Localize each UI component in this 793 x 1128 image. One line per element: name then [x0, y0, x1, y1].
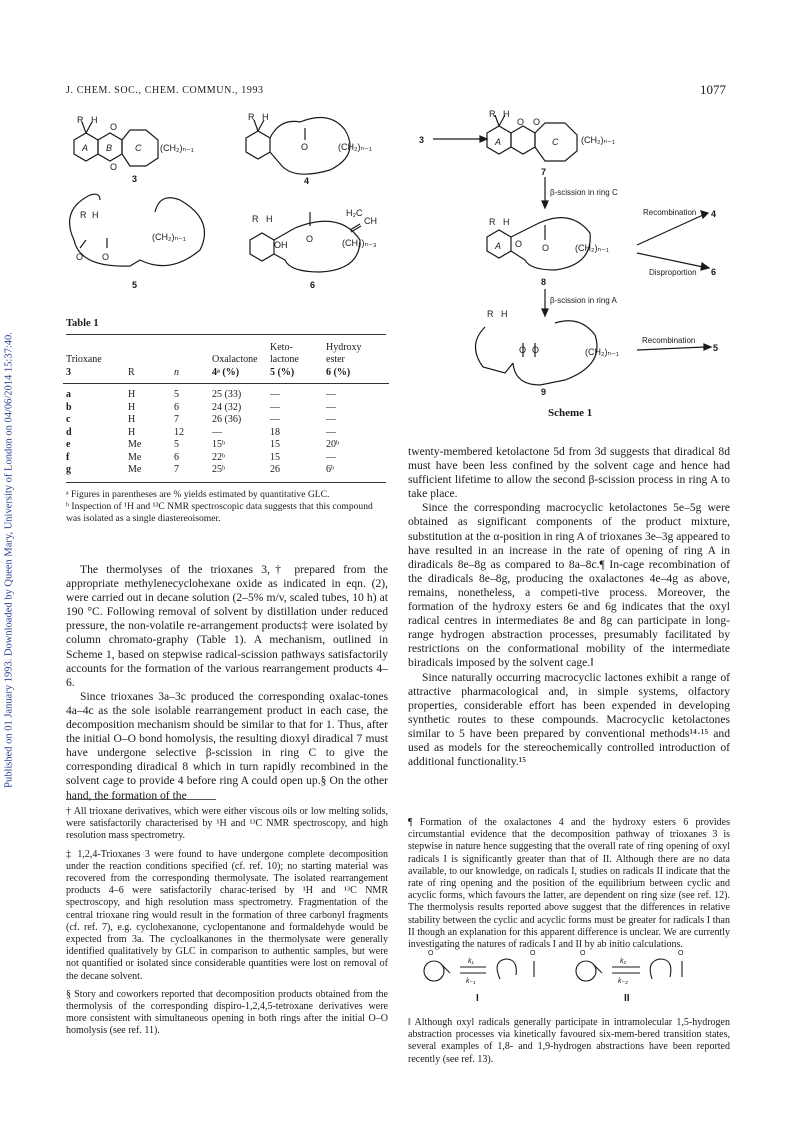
s3-h: H — [91, 115, 98, 125]
table-row: d H 12 — 18 — — [66, 426, 336, 438]
scheme-8-r: R — [489, 217, 496, 227]
scheme-7-o1: O — [517, 117, 525, 127]
scheme-caption: Scheme 1 — [548, 407, 593, 419]
s6-oh: OH — [274, 240, 288, 250]
arrow-recombination-1 — [637, 215, 703, 245]
scheme-9-ch2: (CH₂)ₙ₋₁ — [585, 347, 619, 357]
radical-equilibria — [420, 945, 720, 1005]
table-notes — [66, 489, 388, 525]
table-note-b: ᵇ Inspection of ¹H and ¹³C NMR spectroscopic data suggests that this compound was isolated as a single diastereoisomer. — [66, 501, 373, 524]
table-rule-top — [66, 334, 386, 335]
scheme-8-label: 8 — [541, 277, 547, 287]
table-row: f Me 6 22ᵇ 15 — — [66, 451, 336, 463]
footnote-double-dagger: ‡ 1,2,4-Trioxanes 3 were found to have undergone complete decomposition under the reaction conditions specified (cf. ref. 10); no starting material was recovered from the corresponding thermolysate. The isolated rearrangement products 4–6 were satisfactorily charac-terised by ¹H and ¹³C NMR spectroscopy, and high resolution mass spectrometry. Fragmentation of the central trioxane ring would result in the formation of three carbonyl fragments (cf. ref. 7), e.g. cyclohexanone, cyclopentanone and formaldehyde would be expected from 3a. The cycloalkanones in the thermolysate were generally identified qualitatively by GLC in comparison to authentic samples, but were not quantified or isolated since considerable quantities were lost on removal of the decane solvent. — [66, 848, 388, 982]
right-body-text — [408, 445, 730, 769]
s3-ring-a-label: A — [82, 143, 89, 153]
s3-label: 3 — [132, 174, 138, 184]
watermark-text: Published on 01 January 1993. Downloaded by Queen Mary, University of London on 04/06/2014 15:37:40. — [3, 332, 15, 788]
footnote-rule-left — [66, 799, 216, 800]
table-row: c H 7 26 (36) — — — [66, 414, 336, 425]
table-row: e Me 5 15ᵇ 15 20ᵇ — [66, 439, 340, 450]
s5-r: R — [80, 210, 87, 220]
s6-ch2: (CH₂)ₙ₋₃ — [342, 238, 377, 248]
arrow-recombination-2 — [637, 347, 705, 350]
table-row: b H 6 24 (32) — — — [66, 401, 336, 413]
left-paragraph-1: The thermolyses of the trioxanes 3,† prepared from the appropriate methylenecyclohexane oxide as indicated in eqn. (2), were carried out in decane solution (2–5% m/v, scaled tubes, 10 h) at 190 °C. Following removal of solvent by distillation under reduced pressure, the non-volatile re-arrangement products‡ were isolated by column chromato-graphy (Table 1). A mechanism, outlined in Scheme 1, based on stepwise radical-scission pathways satisfactorily accounts for the formation of the various rearrangement products 4–6. — [66, 563, 388, 689]
eq-k2: k₂ — [620, 958, 627, 965]
table-row: g Me 7 25ᵇ 26 6ᵇ — [66, 464, 335, 475]
s4-r: R — [248, 112, 255, 122]
left-body-text — [66, 563, 388, 803]
scheme-beta-a: β-scission in ring A — [550, 296, 617, 305]
right-paragraph-3: Since naturally occurring macrocyclic lactones exhibit a range of attractive pharmacological and, in simple systems, olfactory properties, considerable effort has been expended in developing synthetic routes to these compounds. Macrocyclic ketolactones similar to 5 have been prepared by conventional methods¹⁴·¹⁵ and used as models for the stereochemically controlled introduction of additional functionality.¹⁵ — [408, 670, 730, 769]
table-1 — [63, 340, 389, 475]
scheme-start-label: 3 — [419, 135, 425, 145]
scheme-7-ch2: (CH₂)ₙ₋₁ — [581, 135, 615, 145]
table-note-a: ᵃ Figures in parentheses are % yields estimated by quantitative GLC. — [66, 489, 330, 500]
left-paragraph-2: Since trioxanes 3a–3c produced the corresponding oxalac-tones 4a–4c as the sole isolable rearrangement product in each case, the decomposition mechanism should be similar to that for 1. Thus, after the initial O–O bond homolysis, the resulting dioxyl diradical 7 must have undergone selective β-scission in ring C to give the corresponding diradical 8 which in turn rapidly recombined in the solvent cage to provide 4 before ring A could open up.§ On the other hand, the formation of the — [66, 689, 388, 802]
s4-o: O — [301, 142, 309, 152]
scheme-7-ring-a: A — [495, 137, 502, 147]
s3-ring-c-label: C — [135, 143, 142, 153]
eq-km2: k₋₂ — [618, 978, 628, 985]
scheme-8-o1: O — [515, 239, 523, 249]
scheme-7-r: R — [489, 109, 496, 119]
footnote-pilcrow: ¶ Formation of the oxalactones 4 and the hydroxy esters 6 provides circumstantial evidence that the decomposition pathway of trioxanes 3 is stepwise in nature hence suggesting that the overall rate of ring opening of oxyl radicals I is significantly greater than that of II. Although there are no data available, to our knowledge, on radicals I, studies on radicals II indicate that the rate of ring opening and the position of the equilibrium between cyclic and acyclic forms, which favours the latter, are dependent on ring size (see ref. 12). The thermolysis results reported above suggest that the differences in relative stability between the cyclic and acyclic forms must be greater for radicals I than II though an explanation for this apparent difference is unclear. We are currently investigating the natures of radicals I and II by ab initio calculations. — [408, 817, 730, 951]
s6-h2c: H₂C — [346, 208, 363, 218]
table-title: Table 1 — [66, 318, 99, 329]
scheme-recomb-1-product: 4 — [711, 209, 717, 219]
footnote-double-bar: ‖ Although oxyl radicals generally participate in intramolecular 1,5-hydrogen abstraction processes via kinetically favoured six-mem-bered transition states, several examples of 1,8- and 1,9-hydrogen abstractions have been reported recently (see ref. 13). — [408, 1017, 730, 1065]
eq-k1: k₁ — [468, 958, 474, 965]
scheme-7-ring-c: C — [552, 137, 559, 147]
right-footnotes — [408, 817, 730, 957]
structure-figures — [60, 100, 400, 295]
footnote-section: § Story and coworkers reported that decomposition products obtained from the thermolysis of the corresponding dispiro-1,2,4,5-tetroxane derivatives were more consistent with simultaneous opening in both rings after the initial O–O homolysis (see ref. 11). — [66, 988, 388, 1037]
table-header-row-1: Keto- Hydroxy — [270, 341, 362, 353]
scheme-7-label: 7 — [541, 167, 547, 177]
s4-ring — [246, 131, 270, 159]
eq-km1: k₋₁ — [466, 978, 476, 985]
s3-o2: O — [110, 162, 118, 172]
scheme-8-ring-a: A — [495, 241, 502, 251]
scheme-1 — [405, 95, 735, 425]
scheme-8-h: H — [503, 217, 510, 227]
right-paragraph-2: Since the corresponding macrocyclic ketolactones 5e–5g were obtained as significant components of the product mixture, substitution at the α-position in ring A of trioxanes 3e–3g appeared to have resulted in an increase in the rate of opening of ring A in diradicals 8e–8g as compared to 8a–8c.¶ In-cage recombination of the diradicals 8e–8g, producing the oxalactones 4e–4g as above, remains, nonetheless, a competi-tive process. Moreover, the formation of the hydroxy esters 6e and 6g indicates that the oxyl radical centres in intermediates 8e and 8g can participate in long-range hydrogen abstraction processes, presumably facilitated by restrictions on the conformational mobility of the intermediate biradicals imposed by the solvent cage.‖ — [408, 501, 730, 670]
scheme-recomb-2-product: 5 — [713, 343, 719, 353]
left-footnotes — [66, 806, 388, 1044]
scheme-9-r: R — [487, 309, 494, 319]
scheme-7-h: H — [503, 109, 510, 119]
s4-ch2: (CH₂)ₙ₋₁ — [338, 142, 372, 152]
right-footnotes-2 — [408, 1017, 730, 1072]
scheme-9-o2: O — [532, 345, 540, 355]
s6-o: O — [306, 234, 314, 244]
s5-ch2: (CH₂)ₙ₋₁ — [152, 232, 186, 242]
s5-label: 5 — [132, 280, 138, 290]
eq-o-2: O — [530, 950, 536, 957]
scheme-9-label: 9 — [541, 387, 547, 397]
s6-ring — [250, 233, 274, 261]
s4-h: H — [262, 112, 269, 122]
scheme-8-o2: O — [542, 243, 550, 253]
right-paragraph-1: twenty-membered ketolactone 5d from 3d suggests that diradical 8d must have been less confined by the solvent cage and hence had sufficient lifetime to allow the second β-scission process in ring A to take place. — [408, 445, 730, 501]
s3-ring-b-label: B — [106, 143, 113, 153]
s6-h: H — [266, 214, 273, 224]
footnote-dagger: † All trioxane derivatives, which were either viscous oils or low melting solids, were satisfactorily characterised by ¹H and ¹³C NMR spectroscopy, and high resolution mass spectrometry. — [66, 806, 388, 842]
s4-label: 4 — [304, 176, 310, 186]
s5-h: H — [92, 210, 99, 220]
eq-o-4: O — [678, 950, 684, 957]
s5-o2: O — [102, 252, 110, 262]
s6-ch: CH — [364, 216, 377, 226]
download-watermark — [2, 200, 16, 920]
eq-o-1: O — [428, 950, 434, 957]
scheme-beta-c: β-scission in ring C — [550, 188, 618, 197]
scheme-dispro-product: 6 — [711, 267, 717, 277]
scheme-8-ch2: (CH₂)ₙ₋₁ — [575, 243, 609, 253]
s6-r: R — [252, 214, 259, 224]
table-header-row-3: 3 R n 4ᵃ (%) 5 (%) 6 (%) — [66, 366, 351, 378]
arrow-disproportion — [637, 253, 703, 267]
table-row: a H 5 25 (33) — — — [66, 389, 336, 400]
scheme-9-o1: O — [519, 345, 527, 355]
scheme-9-h: H — [501, 309, 508, 319]
scheme-recomb-1: Recombination — [643, 208, 697, 217]
table-header-row-2: Trioxane Oxalactone lactone ester — [66, 354, 345, 365]
s3-r: R — [77, 115, 84, 125]
table-rule-bottom — [66, 482, 386, 483]
s5-o1: O — [76, 252, 84, 262]
running-header: J. CHEM. SOC., CHEM. COMMUN., 1993 — [66, 85, 264, 96]
eq-label-i: I — [476, 993, 479, 1004]
scheme-recomb-2: Recombination — [642, 336, 696, 345]
s3-ch2: (CH₂)ₙ₋₁ — [160, 143, 194, 153]
page-number: 1077 — [700, 82, 726, 97]
s6-label: 6 — [310, 280, 316, 290]
eq-label-ii: II — [624, 993, 630, 1004]
scheme-dispro: Disproportion — [649, 268, 697, 277]
eq-o-3: O — [580, 950, 586, 957]
s3-o1: O — [110, 122, 118, 132]
scheme-7-o2: O — [533, 117, 541, 127]
